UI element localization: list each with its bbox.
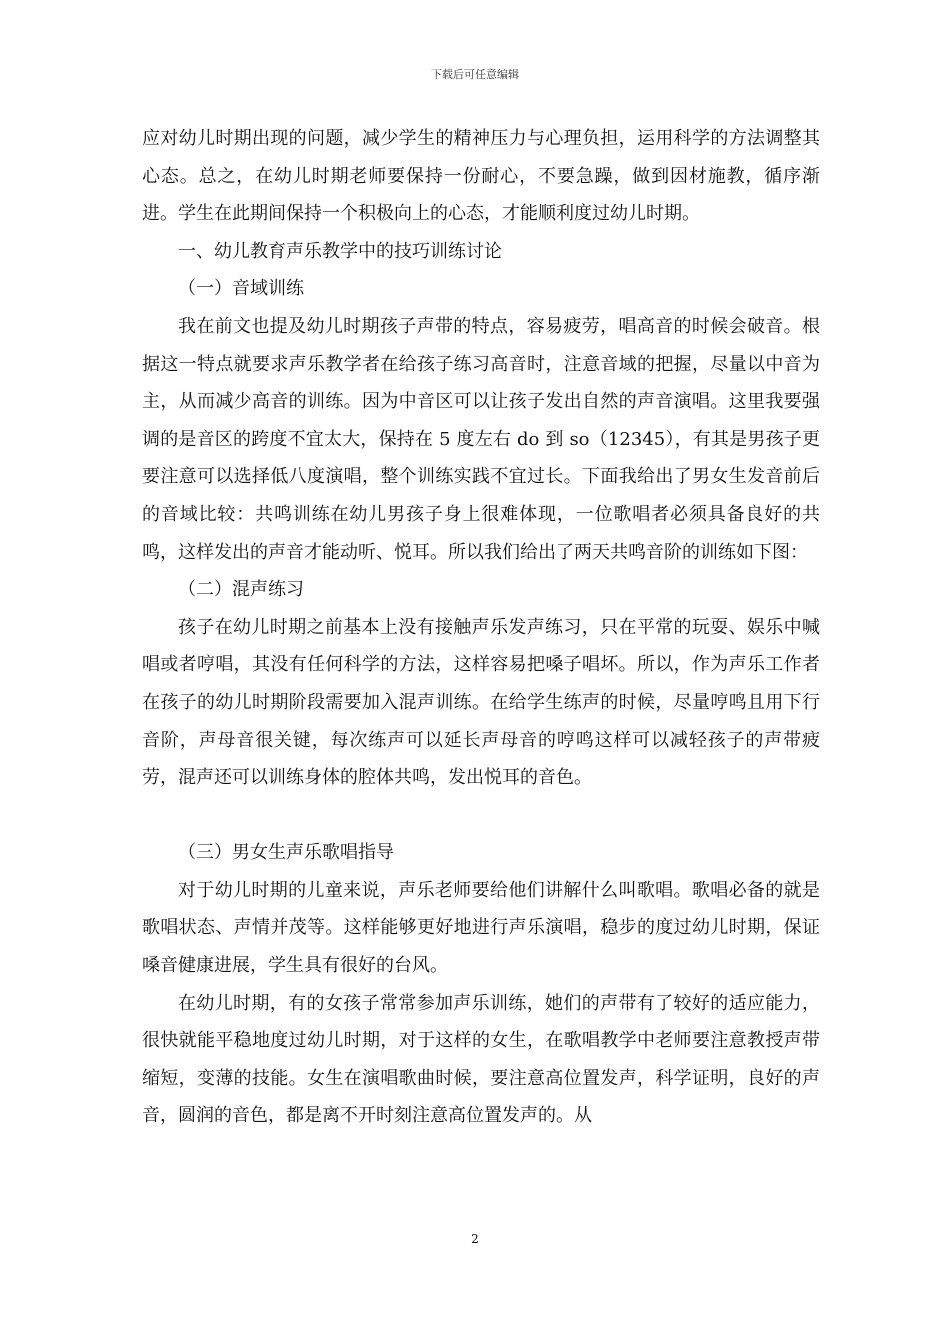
paragraph-singing-guidance: 对于幼儿时期的儿童来说，声乐老师要给他们讲解什么叫歌唱。歌唱必备的就是歌唱状态、声情并茂等。这样能够更好地进行声乐演唱，稳步的度过幼儿时期，保证嗓音健康进展，学生具有很好的台风。 [142,879,820,977]
page-number: 2 [471,1232,479,1246]
paragraph-intro-continuation: 应对幼儿时期出现的问题，减少学生的精神压力与心理负担，运用科学的方法调整其心态。总之，在幼儿时期老师要保持一份耐心，不要急躁，做到因材施教，循序渐进。学生在此期间保持一个积极向上的心态，才能顺利度过幼儿时期。 [142,128,820,225]
page-header: 下载后可任意编辑 [431,68,519,81]
blank-line [142,797,820,835]
paragraph-mixed-voice: 孩子在幼儿时期之前基本上没有接触声乐发声练习，只在平常的玩耍、娱乐中喊唱或者哼唱，其没有任何科学的方法，这样容易把嗓子唱坏。所以，作为声乐工作者在孩子的幼儿时期阶段需要加入混声训练。在给学生练声的时候，尽量哼鸣且用下行音阶，声母音很关键，每次练声可以延长声母音的哼鸣这样可以减轻孩子的声带疲劳，混声还可以训练身体的腔体共鸣，发出悦耳的音色。 [142,616,820,789]
paragraph-range-training: 我在前文也提及幼儿时期孩子声带的特点，容易疲劳，唱高音的时候会破音。根据这一特点就要求声乐教学者在给孩子练习高音时，注意音域的把握，尽量以中音为主，从而减少高音的训练。因为中音区可以让孩子发出自然的声音演唱。这里我要强调的是音区的跨度不宜太大，保持在 5 度左右 do 到 so（12345），有其是男孩子更要注意可以选择低八度演唱，整个训练实践不宜过长。下面我给出了男女生发音前后的音域比较：共鸣训练在幼儿男孩子身上很难体现，一位歌唱者必须具备良好的共鸣，这样发出的声音才能动听、悦耳。所以我们给出了两天共鸣音阶的训练如下图： [142,315,820,563]
subsection-heading-range-training: （一）音域训练 [178,278,304,300]
paragraph-girls-training: 在幼儿时期，有的女孩子常常参加声乐训练，她们的声带有了较好的适应能力，很快就能平稳地度过幼儿时期，对于这样的女生，在歌唱教学中老师要注意教授声带缩短，变薄的技能。女生在演唱歌曲时候，要注意高位置发声，科学证明，良好的声音，圆润的音色，都是离不开时刻注意高位置发声的。从 [142,992,820,1127]
section-heading: 一、幼儿教育声乐教学中的技巧训练讨论 [178,240,502,262]
subsection-heading-singing-guidance: （三）男女生声乐歌唱指导 [178,842,394,864]
subsection-heading-mixed-voice: （二）混声练习 [178,579,304,601]
document-body [142,120,820,1135]
